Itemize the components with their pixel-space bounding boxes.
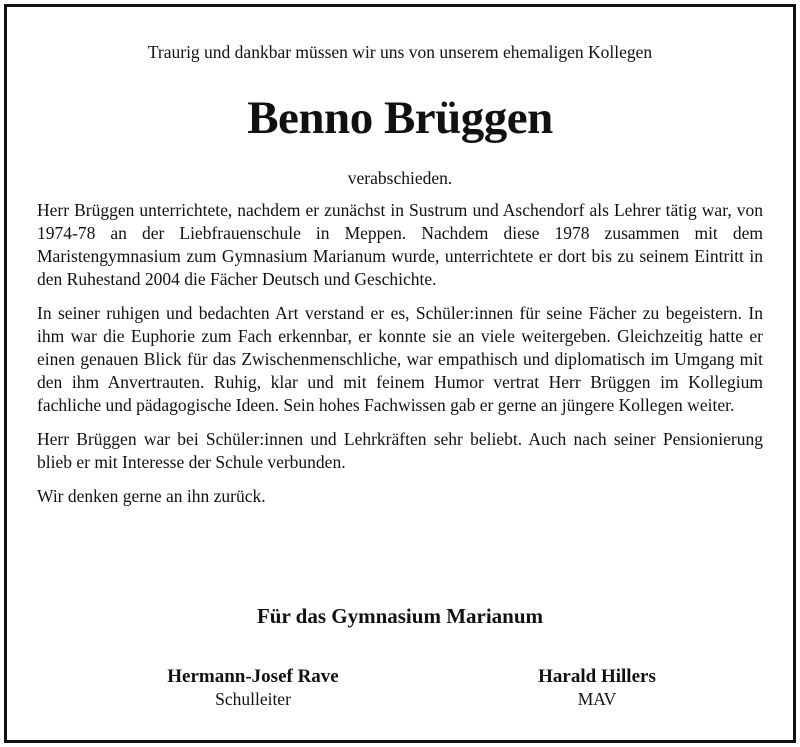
paragraph-remembrance: Wir denken gerne an ihn zurück. bbox=[37, 486, 266, 506]
intro-text: Traurig und dankbar müssen wir uns von unserem ehemaligen Kollegen bbox=[147, 42, 653, 62]
deceased-name: Benno Brüggen bbox=[247, 92, 553, 144]
paragraph-career: Herr Brüggen unterrichtete, nachdem er zunächst in Sustrum und Aschendorf als Lehrer tätig war, von 1974-78 an der Liebfrauenschule in Meppen. Nachdem diese 1978 zusammen mit dem Maristengymnasium zum Gymnasium Marianum wurde, unterrichtete er dort bis zu seinem Eintritt in den Ruhestand 2004 die Fächer Deutsch und Geschichte. bbox=[37, 200, 763, 289]
obituary-frame bbox=[4, 4, 796, 743]
signatory-role: MAV bbox=[577, 689, 617, 709]
signatory-staff-council bbox=[467, 665, 727, 710]
organization-name: Für das Gymnasium Marianum bbox=[256, 604, 544, 628]
signatory-role: Schulleiter bbox=[215, 689, 291, 709]
paragraph-popularity: Herr Brüggen war bei Schüler:innen und Lehrkräften sehr beliebt. Auch nach seiner Pensionierung blieb er mit Interesse der Schule verbunden. bbox=[37, 429, 763, 472]
obituary-body bbox=[37, 199, 763, 519]
signatory-principal bbox=[123, 665, 383, 710]
obituary-content bbox=[37, 7, 763, 740]
paragraph-character: In seiner ruhigen und bedachten Art verstand er es, Schüler:innen für seine Fächer zu begeistern. In ihm war die Euphorie zum Fach erkennbar, er konnte sie an viele weitergeben. Gleichzeitig hatte er einen genauen Blick für das Zwischenmenschliche, war empathisch und diplomatisch im Umgang mit den ihm Anvertrauten. Ruhig, klar und mit feinem Humor vertrat Herr Brüggen im Kollegium fachliche und pädagogische Ideen. Sein hohes Fachwissen gab er gerne an jüngere Kollegen weiter. bbox=[37, 303, 763, 415]
signatory-name: Harald Hillers bbox=[538, 666, 656, 687]
farewell-text: verabschieden. bbox=[347, 168, 453, 188]
signatory-name: Hermann-Josef Rave bbox=[167, 666, 339, 687]
